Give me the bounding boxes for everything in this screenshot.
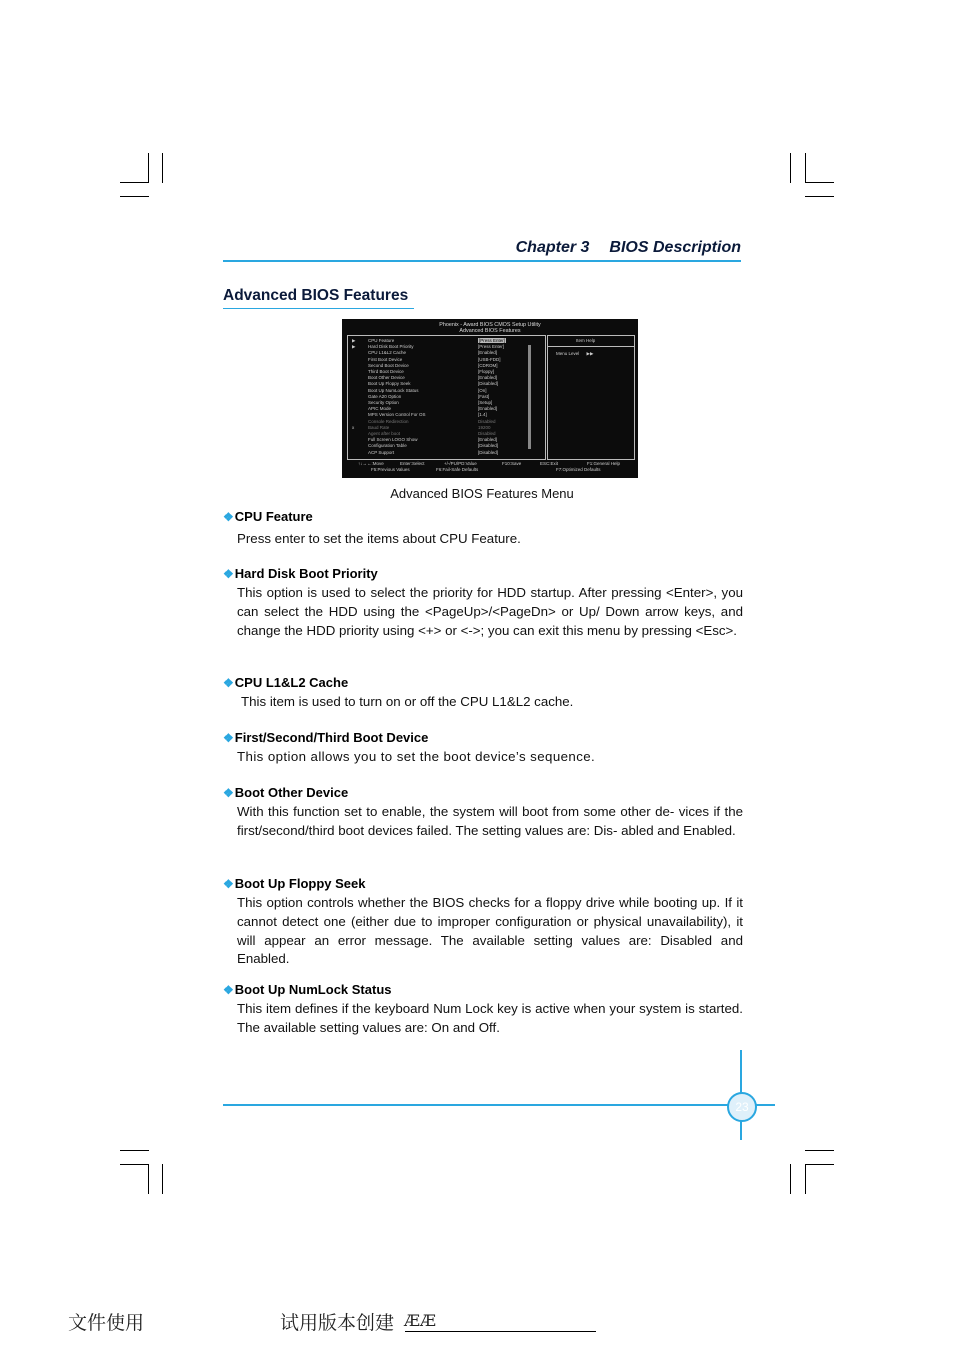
crop-mark (790, 1164, 791, 1194)
bios-row[interactable] (352, 381, 499, 387)
bios-header-line2: Advanced BIOS Features (459, 328, 521, 334)
bios-row[interactable] (352, 400, 493, 405)
item-title: Boot Up NumLock Status (234, 982, 392, 997)
bios-row-value: [USB-FDD] (478, 356, 501, 362)
submenu-arrow-icon: ▶ (352, 338, 356, 343)
crop-mark (805, 153, 806, 183)
submenu-arrow-icon: x (352, 424, 355, 430)
watermark-suffix: ÆÆ (404, 1311, 437, 1330)
bios-row[interactable] (352, 406, 498, 412)
item-body: With this function set to enable, the system will boot from some other de- vices if the first/second/third boot devices failed. The setting values are: Dis- abled and Enabled. (237, 804, 743, 838)
bios-menu-level (556, 351, 593, 357)
bios-row[interactable] (352, 431, 496, 436)
bios-row-label: Second Boot Device (368, 362, 409, 368)
diamond-bullet-icon: ❖ (223, 730, 234, 745)
bios-row-label: Boot Other Device (368, 375, 405, 381)
bios-header-line1: Phoenix - Award BIOS CMOS Setup Utility (439, 322, 541, 328)
bios-help-divider (547, 346, 634, 347)
bios-row[interactable] (352, 424, 491, 430)
bios-screenshot (342, 319, 638, 478)
bios-row-label: First Boot Device (368, 356, 403, 362)
bios-row-label: Hard Disk Boot Priority (368, 344, 414, 350)
bios-row-value: [Fast] (478, 393, 490, 399)
bios-footer-row1 (358, 461, 621, 466)
diamond-bullet-icon: ❖ (223, 982, 234, 997)
submenu-arrow-icon: ▶ (352, 344, 356, 350)
footer-key: ESC:Exit (540, 461, 559, 466)
header-rule (223, 260, 741, 262)
bios-row-value: [1.4] (478, 412, 487, 418)
footer-key: Enter:Select (400, 461, 425, 466)
crop-mark (162, 153, 163, 183)
item-hard-disk-boot-priority (223, 566, 743, 640)
bios-row[interactable] (352, 356, 501, 362)
item-title: CPU Feature (234, 509, 313, 524)
item-title: CPU L1&L2 Cache (234, 675, 349, 690)
diamond-bullet-icon: ❖ (223, 566, 234, 581)
bios-row-value: [Enabled] (478, 375, 498, 381)
item-boot-device (223, 730, 743, 767)
bios-row-value: [Disabled] (478, 381, 499, 387)
bios-row[interactable] (352, 350, 498, 356)
bios-row-value: 19200 (478, 424, 491, 430)
item-body: This item is used to turn on or off the CPU L1&L2 cache. (241, 694, 574, 709)
footer-key: F1:General Help (587, 461, 621, 466)
bios-row-label: Boot Up Floppy Seek (368, 381, 411, 387)
bios-row-label: Baud Rate (368, 424, 390, 430)
footer-key: ↑↓→←:Move (358, 461, 384, 466)
crop-mark (120, 182, 149, 183)
bios-row[interactable] (352, 369, 495, 374)
bios-row[interactable] (352, 449, 499, 455)
bios-row[interactable] (352, 344, 505, 350)
crop-mark (120, 1164, 149, 1165)
bios-row-label: Agent after boot (368, 431, 401, 436)
crop-mark (162, 1164, 163, 1194)
chapter-label: Chapter 3 (515, 239, 590, 256)
bios-row[interactable] (352, 375, 498, 381)
bios-row-value: [Disabled] (478, 449, 499, 455)
bios-row-label: Console Redirection (368, 418, 409, 424)
crop-mark (805, 1150, 834, 1151)
bios-row[interactable] (352, 393, 490, 399)
crop-mark (805, 1164, 834, 1165)
crop-mark (805, 196, 834, 197)
item-body: Press enter to set the items about CPU Feature. (237, 531, 521, 546)
crop-mark (805, 1164, 806, 1194)
footer-key: +/-/PU/PD:Value (444, 461, 477, 466)
item-boot-up-floppy-seek (223, 876, 743, 969)
menu-level-arrows: ▶▶ (586, 351, 594, 356)
bios-row-value: [Disabled] (478, 443, 499, 449)
figure-caption: Advanced BIOS Features Menu (390, 486, 574, 501)
item-title: First/Second/Third Boot Device (234, 730, 429, 745)
bios-row-value: [Enabled] (478, 437, 498, 443)
bios-row[interactable] (352, 362, 498, 368)
diamond-bullet-icon: ❖ (223, 675, 234, 690)
bios-row-label: Boot Up NumLock Status (368, 387, 419, 393)
item-boot-up-numlock-status (223, 982, 743, 1038)
diamond-bullet-icon: ❖ (223, 509, 234, 524)
watermark-left: 文件使用 (68, 1312, 145, 1334)
bios-row-value: [Floppy] (478, 369, 495, 374)
section-title: Advanced BIOS Features (223, 287, 409, 304)
item-title: Hard Disk Boot Priority (234, 566, 378, 581)
bios-row[interactable] (352, 338, 506, 343)
bios-row-value: [On] (478, 387, 487, 393)
item-cpu-feature (223, 509, 743, 549)
footer-key: F5:Previous Values (371, 467, 410, 472)
footer-key: F6:Fail-Safe Defaults (436, 467, 479, 472)
bios-row[interactable] (352, 437, 498, 443)
item-body: This option controls whether the BIOS checks for a floppy drive while booting up. If it cannot detect one (either due to improper configuration or physical unavailability), it will appear an error message. The available setting values are: Disabled and Enabled. (237, 895, 743, 967)
diamond-bullet-icon: ❖ (223, 785, 234, 800)
bios-row-label: MPS Version Control For OS (368, 412, 426, 418)
bios-row-label: ACP Support (368, 449, 395, 455)
bios-row[interactable] (352, 387, 487, 393)
item-title: Boot Other Device (234, 785, 349, 800)
page-number: 23 (727, 1092, 757, 1122)
footer-key: F10:Save (502, 461, 522, 466)
bios-scrollbar (528, 345, 531, 449)
bios-header (342, 322, 638, 334)
crop-mark (148, 1164, 149, 1194)
bios-row-value: [Press Enter] (479, 338, 506, 343)
item-boot-other-device (223, 785, 743, 841)
bios-row-value: [Enabled] (478, 350, 498, 356)
bios-row-label: CPU Feature (368, 338, 395, 343)
bios-help-title: Item Help (576, 338, 596, 343)
bios-row-value: [Setup] (478, 400, 493, 405)
item-body: This option is used to select the priority for HDD startup. After pressing <Enter>, you can select the HDD using the <PageUp>/<PageDn> or Up/ Down arrow keys, and change the HDD priority using <+> or <->; you can exit this menu by pressing <Esc>. (237, 585, 743, 638)
bios-row-value: [Press Enter] (478, 344, 505, 350)
footer-key: F7:Optimized Defaults (556, 467, 601, 472)
menu-level-label: Menu Level (556, 351, 580, 356)
footer-rule (223, 1104, 775, 1106)
bios-row-label: Third Boot Device (368, 369, 404, 374)
crop-mark (148, 153, 149, 183)
bios-row-label: APIC Mode (368, 406, 392, 412)
bios-row-label: Configuration Table (368, 443, 407, 449)
chapter-title: BIOS Description (609, 239, 741, 256)
watermark-right: 试用版本创建 (280, 1312, 395, 1334)
bios-row-label: CPU L1&L2 Cache (368, 350, 407, 356)
bios-row-value: Disabled (478, 418, 496, 424)
bios-row-label: Security Option (368, 400, 399, 405)
item-body: This item defines if the keyboard Num Lock key is active when your system is started. The available setting values are: On and Off. (237, 1001, 743, 1035)
watermark-underline (405, 1331, 596, 1332)
bios-row-value: Disabled (478, 431, 496, 436)
bios-row[interactable] (352, 412, 487, 418)
crop-mark (790, 153, 791, 183)
section-underline (223, 308, 414, 309)
bios-row[interactable] (352, 443, 499, 449)
bios-row-label: Full Screen LOGO Show (368, 437, 418, 443)
item-cpu-cache (223, 675, 743, 712)
item-body: This option allows you to set the boot device’s sequence. (237, 749, 596, 764)
crop-mark (120, 1150, 149, 1151)
bios-row-label: Gate A20 Option (368, 393, 402, 399)
bios-row-value: [Enabled] (478, 406, 498, 412)
item-title: Boot Up Floppy Seek (234, 876, 366, 891)
bios-footer-row2 (371, 467, 601, 472)
chapter-header (516, 239, 741, 257)
crop-mark (120, 196, 149, 197)
bios-row[interactable] (352, 418, 496, 424)
crop-mark (805, 182, 834, 183)
diamond-bullet-icon: ❖ (223, 876, 234, 891)
bios-row-value: [CDROM] (478, 362, 498, 368)
